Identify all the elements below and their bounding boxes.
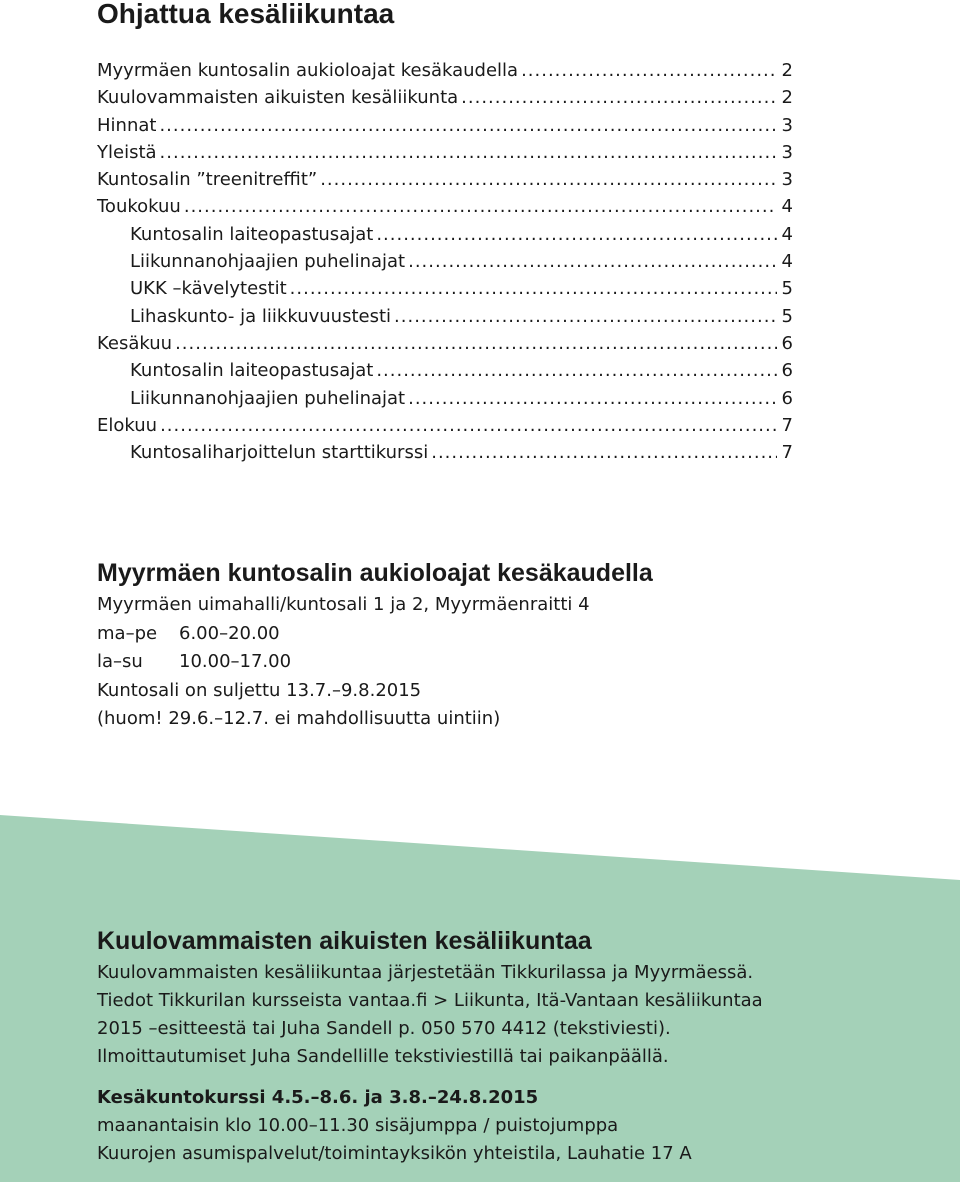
hearing-heading: Kuulovammaisten aikuisten kesäliikuntaa — [97, 927, 592, 955]
toc-entry-label: Kuntosalin ”treenitreffit” — [97, 169, 318, 191]
toc-entry-label: Kuntosaliharjoittelun starttikurssi — [130, 442, 429, 464]
toc-entry-page: 3 — [781, 114, 793, 136]
toc-dot-leader — [175, 330, 777, 357]
toc-entry-label: Hinnat — [97, 114, 157, 136]
hours-days: ma–pe — [97, 622, 158, 644]
toc-entry-label: Kuntosalin laiteopastusajat — [130, 360, 374, 382]
toc-entry-label: Myyrmäen kuntosalin aukioloajat kesäkaudella — [97, 60, 519, 81]
toc-dot-leader — [376, 357, 777, 384]
toc-dot-leader — [394, 303, 777, 330]
hours-time: 10.00–17.00 — [179, 651, 292, 672]
toc-entry-label: Kuulovammaisten aikuisten kesäliikunta — [97, 87, 459, 109]
toc-entry — [97, 330, 793, 357]
toc-entry — [97, 193, 793, 220]
course-title: Kesäkuntokurssi 4.5.–8.6. ja 3.8.–24.8.2015 — [97, 1087, 539, 1108]
hearing-line: Tiedot Tikkurilan kursseista vantaa.fi > Liikunta, Itä-Vantaan kesäliikuntaa — [97, 990, 763, 1011]
toc-entry-page: 4 — [781, 196, 793, 218]
toc-entry-page: 3 — [781, 169, 793, 191]
hours-days: la–su — [97, 651, 143, 672]
toc-entry-label: UKK –kävelytestit — [130, 278, 287, 300]
toc-entry — [97, 248, 793, 275]
gym-swim-note: (huom! 29.6.–12.7. ei mahdollisuutta uintiin) — [97, 708, 501, 729]
course-line: maanantaisin klo 10.00–11.30 sisäjumppa / puistojumppa — [97, 1115, 619, 1136]
toc-entry — [97, 112, 793, 139]
toc-entry-label: Kesäkuu — [97, 332, 173, 354]
toc-entry — [97, 439, 793, 466]
gym-closed-note: Kuntosali on suljettu 13.7.–9.8.2015 — [97, 679, 422, 701]
hearing-line: Ilmoittautumiset Juha Sandellille tekstiviestillä tai paikanpäällä. — [97, 1046, 669, 1067]
toc-entry — [97, 166, 793, 193]
toc-dot-leader — [408, 385, 777, 412]
toc-entry-label: Kuntosalin laiteopastusajat — [130, 223, 374, 245]
toc-entry-page: 6 — [781, 387, 793, 409]
toc-entry-page: 5 — [781, 278, 793, 300]
toc-dot-leader — [160, 139, 777, 166]
toc-dot-leader — [408, 248, 777, 275]
toc-entry — [97, 221, 793, 248]
toc-entry-page: 5 — [781, 305, 793, 327]
toc-entry-label: Liikunnanohjaajien puhelinajat — [130, 251, 406, 273]
toc-entry — [97, 57, 793, 84]
toc-dot-leader — [290, 275, 777, 302]
toc-entry — [97, 275, 793, 302]
toc-entry — [97, 385, 793, 412]
toc-dot-leader — [431, 439, 777, 466]
toc-dot-leader — [160, 412, 777, 439]
hearing-line: Kuulovammaisten kesäliikuntaa järjestetään Tikkurilassa ja Myyrmäessä. — [97, 962, 754, 983]
toc-entry-label: Yleistä — [97, 141, 157, 163]
toc-entry-page: 2 — [781, 87, 793, 109]
gym-address: Myyrmäen uimahalli/kuntosali 1 ja 2, Myyrmäenraitti 4 — [97, 594, 590, 615]
toc-entry-page: 7 — [781, 442, 793, 464]
table-of-contents — [97, 57, 793, 466]
toc-entry-page: 3 — [781, 141, 793, 163]
hearing-line: 2015 –esitteestä tai Juha Sandell p. 050 570 4412 (tekstiviesti). — [97, 1018, 671, 1039]
toc-dot-leader — [376, 221, 777, 248]
toc-entry-label: Toukokuu — [97, 196, 181, 218]
toc-dot-leader — [320, 166, 777, 193]
toc-entry — [97, 412, 793, 439]
course-line: Kuurojen asumispalvelut/toimintayksikön yhteistila, Lauhatie 17 A — [97, 1143, 692, 1164]
toc-entry — [97, 357, 793, 384]
toc-entry-label: Liikunnanohjaajien puhelinajat — [130, 387, 406, 409]
toc-entry-page: 4 — [781, 251, 793, 273]
toc-entry-page: 6 — [781, 332, 793, 354]
toc-entry — [97, 84, 793, 111]
toc-entry-page: 2 — [781, 60, 793, 81]
toc-dot-leader — [521, 57, 777, 84]
hours-row-weekend — [97, 648, 897, 677]
hearing-impaired-section — [97, 924, 917, 1168]
page-title: Ohjattua kesäliikuntaa — [97, 0, 395, 29]
toc-entry-page: 4 — [781, 223, 793, 245]
hours-time: 6.00–20.00 — [179, 622, 280, 644]
toc-entry — [97, 139, 793, 166]
toc-entry-label: Elokuu — [97, 414, 158, 436]
toc-entry — [97, 303, 793, 330]
toc-dot-leader — [184, 193, 777, 220]
toc-entry-page: 6 — [781, 360, 793, 382]
hours-row-weekdays — [97, 620, 897, 649]
toc-dot-leader — [159, 112, 777, 139]
gym-hours-heading: Myyrmäen kuntosalin aukioloajat kesäkaudella — [97, 559, 653, 587]
gym-hours-section — [97, 556, 897, 734]
toc-entry-label: Lihaskunto- ja liikkuvuustesti — [130, 305, 392, 327]
toc-dot-leader — [461, 84, 777, 111]
toc-entry-page: 7 — [781, 414, 793, 436]
